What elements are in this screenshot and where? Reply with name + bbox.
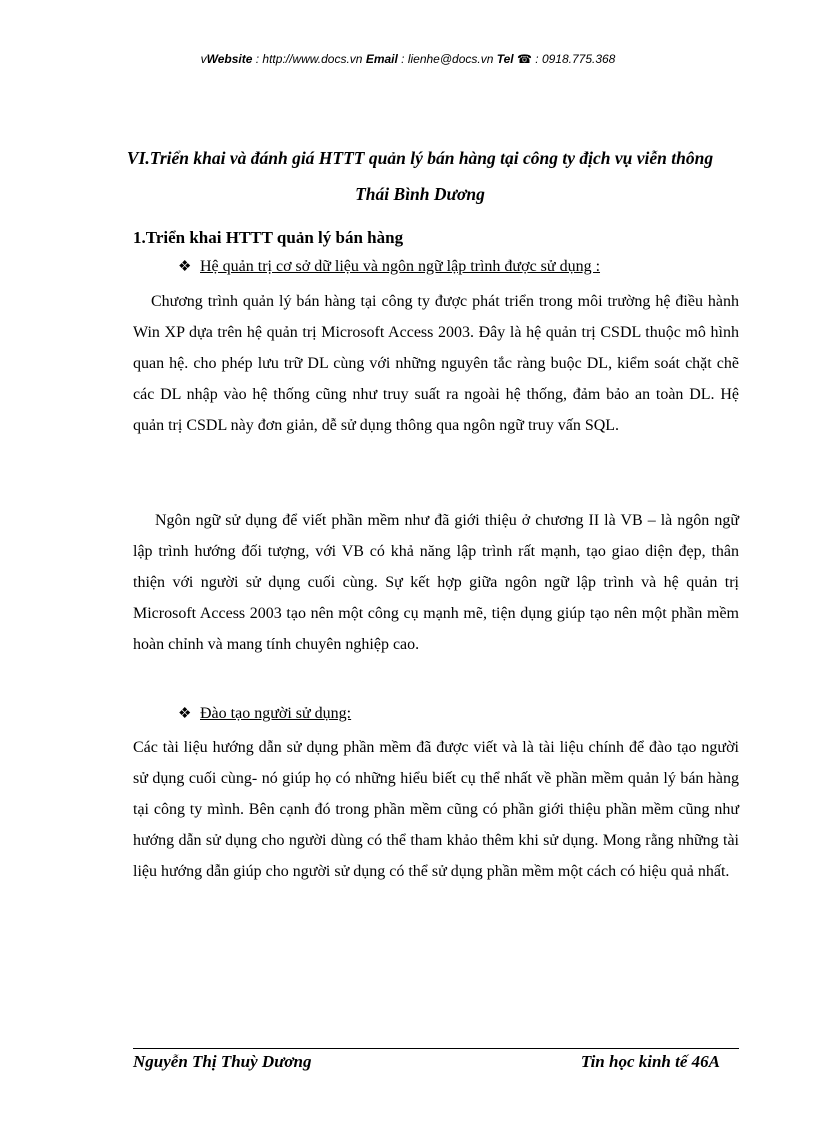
diamond-bullet-icon: ❖ — [178, 706, 192, 722]
document-title: VI.Triển khai và đánh giá HTTT quản lý bán hàng tại công ty địch vụ viễn thông Thái Bình Dương — [126, 148, 714, 204]
subheading-training — [178, 704, 351, 723]
email-link[interactable]: : lienhe@docs.vn — [397, 52, 497, 66]
website-label: Website — [206, 52, 253, 66]
subheading-dbms-text: Hệ quản trị cơ sở dữ liệu và ngôn ngữ lập trình được sử dụng : — [200, 258, 601, 275]
tel-value: : 0918.775.368 — [531, 52, 616, 66]
section-heading: 1.Triển khai HTTT quản lý bán hàng — [133, 228, 404, 247]
header-bullet: v — [200, 52, 207, 66]
website-link[interactable]: : http://www.docs.vn — [252, 52, 366, 66]
footer-divider — [133, 1048, 739, 1049]
tel-label: Tel — [496, 52, 514, 66]
phone-icon: ☎ — [516, 52, 532, 66]
email-label: Email — [365, 52, 398, 66]
paragraph-language: Ngôn ngữ sử dụng để viết phần mềm như đã giới thiệu ở chương II là VB – là ngôn ngữ lập trình hướng đối tượng, với VB có khả năng lập trình rất mạnh, tạo giao diện đẹp, thân thiện với người sử dụng cuối cùng. Sự kết hợp giữa ngôn ngữ lập trình và hệ quản trị Microsoft Access 2003 tạo nên một công cụ mạnh mẽ, tiện dụng giúp tạo nên một phần mềm hoàn chỉnh và mang tính chuyên nghiệp cao. — [133, 512, 739, 653]
paragraph-training: Các tài liệu hướng dẫn sử dụng phần mềm đã được viết và là tài liệu chính để đào tạo người sử dụng cuối cùng- nó giúp họ có những hiểu biết cụ thể nhất về phần mềm quản lý bán hàng tại công ty mình. Bên cạnh đó trong phần mềm cũng có phần giới thiệu phần mềm cũng như hướng dẫn sử dụng cho người dùng có thể tham khảo thêm khi sử dụng. Mong rằng những tài liệu hướng dẫn giúp cho người sử dụng có thể sử dụng phần mềm một cách có hiệu quả nhất. — [133, 739, 739, 880]
subheading-training-text: Đào tạo người sử dụng: — [200, 705, 352, 722]
paragraph-dbms: Chương trình quản lý bán hàng tại công ty được phát triển trong môi trường hệ điều hành Win XP dựa trên hệ quản trị Microsoft Access 2003. Đây là hệ quản trị CSDL thuộc mô hình quan hệ. cho phép lưu trữ DL cùng với những nguyên tắc ràng buộc DL, kiểm soát chặt chẽ các DL nhập vào hệ thống cũng như truy suất ra ngoài hệ thống, đảm bảo an toàn DL. Hệ quản trị CSDL này đơn giản, dễ sử dụng thông qua ngôn ngữ truy vấn SQL. — [133, 293, 739, 434]
footer-class: Tin học kinh tế 46A — [580, 1052, 720, 1071]
footer-author: Nguyễn Thị Thuỳ Dương — [133, 1052, 312, 1071]
page-header — [0, 52, 816, 66]
subheading-dbms — [178, 257, 600, 276]
diamond-bullet-icon: ❖ — [178, 259, 192, 275]
